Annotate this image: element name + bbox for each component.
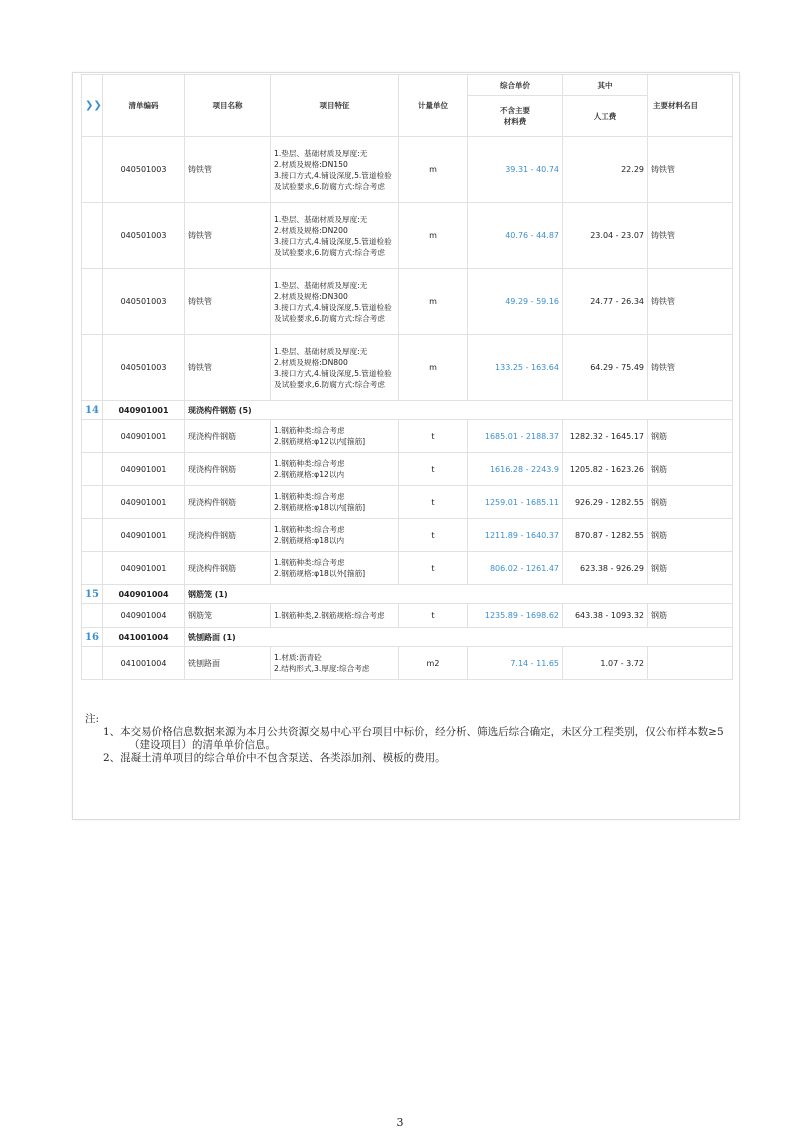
cell-name: 钢筋笼 bbox=[185, 604, 271, 628]
table-row bbox=[82, 604, 733, 628]
cell-feature: 1.垫层、基础材质及厚度:无 2.材质及规格:DN150 3.接口方式,4.铺设深度,5.管道检验及试验要求,6.防腐方式:综合考虑 bbox=[271, 137, 399, 203]
cell-price: 1259.01 - 1685.11 bbox=[468, 486, 563, 519]
cell-labor: 24.77 - 26.34 bbox=[563, 269, 648, 335]
cell-feature: 1.钢筋种类,2.钢筋规格:综合考虑 bbox=[271, 604, 399, 628]
group-title: 铣刨路面 (1) bbox=[185, 628, 733, 647]
cell-material: 铸铁管 bbox=[648, 335, 733, 401]
cell-name: 现浇构件钢筋 bbox=[185, 486, 271, 519]
cell-name: 铣刨路面 bbox=[185, 647, 271, 680]
row-spacer bbox=[82, 552, 103, 585]
cell-material: 钢筋 bbox=[648, 453, 733, 486]
group-row[interactable] bbox=[82, 585, 733, 604]
cell-name: 铸铁管 bbox=[185, 269, 271, 335]
table-row bbox=[82, 335, 733, 401]
cell-unit: m bbox=[399, 269, 468, 335]
cell-name: 现浇构件钢筋 bbox=[185, 552, 271, 585]
cell-price: 1685.01 - 2188.37 bbox=[468, 420, 563, 453]
cell-code: 040901001 bbox=[103, 453, 185, 486]
group-code: 040901001 bbox=[103, 401, 185, 420]
row-spacer bbox=[82, 269, 103, 335]
cell-price: 1616.28 - 2243.9 bbox=[468, 453, 563, 486]
cell-unit: t bbox=[399, 519, 468, 552]
cell-labor: 1282.32 - 1645.17 bbox=[563, 420, 648, 453]
cell-material: 铸铁管 bbox=[648, 137, 733, 203]
cell-labor: 643.38 - 1093.32 bbox=[563, 604, 648, 628]
cell-price: 806.02 - 1261.47 bbox=[468, 552, 563, 585]
cell-code: 041001004 bbox=[103, 647, 185, 680]
cell-code: 040901004 bbox=[103, 604, 185, 628]
cell-material: 钢筋 bbox=[648, 486, 733, 519]
cell-labor: 1205.82 - 1623.26 bbox=[563, 453, 648, 486]
cell-material: 钢筋 bbox=[648, 420, 733, 453]
cell-feature: 1.钢筋种类:综合考虑 2.钢筋规格:φ12以内 bbox=[271, 453, 399, 486]
header-name: 项目名称 bbox=[185, 75, 271, 137]
header-of-which: 其中 bbox=[563, 75, 648, 96]
table-row bbox=[82, 486, 733, 519]
row-spacer bbox=[82, 647, 103, 680]
cell-unit: t bbox=[399, 552, 468, 585]
cell-unit: t bbox=[399, 486, 468, 519]
cell-name: 现浇构件钢筋 bbox=[185, 420, 271, 453]
page-number: 3 bbox=[396, 1116, 404, 1129]
cell-code: 040901001 bbox=[103, 420, 185, 453]
cell-code: 040501003 bbox=[103, 137, 185, 203]
cell-material: 钢筋 bbox=[648, 519, 733, 552]
cell-code: 040901001 bbox=[103, 486, 185, 519]
document-frame bbox=[72, 72, 740, 820]
cell-labor: 64.29 - 75.49 bbox=[563, 335, 648, 401]
cell-name: 铸铁管 bbox=[185, 203, 271, 269]
note-2: 2、混凝土清单项目的综合单价中不包含泵送、各类添加剂、模板的费用。 bbox=[103, 752, 446, 764]
note-1: 1、本交易价格信息数据来源为本月公共资源交易中心平台项目中标价，经分析、筛选后综合确定，未区分工程类别，仅公布样本数≥5（建设项目）的清单单价信息。 bbox=[103, 726, 724, 751]
group-title: 钢筋笼 (1) bbox=[185, 585, 733, 604]
cell-price: 39.31 - 40.74 bbox=[468, 137, 563, 203]
cell-price: 1235.89 - 1698.62 bbox=[468, 604, 563, 628]
table-row bbox=[82, 519, 733, 552]
header-excl-material: 不含主要 材料费 bbox=[468, 96, 563, 137]
cell-unit: m bbox=[399, 137, 468, 203]
cell-material bbox=[648, 647, 733, 680]
row-spacer bbox=[82, 519, 103, 552]
cell-code: 040901001 bbox=[103, 519, 185, 552]
row-spacer bbox=[82, 420, 103, 453]
cell-code: 040501003 bbox=[103, 269, 185, 335]
cell-material: 钢筋 bbox=[648, 604, 733, 628]
table-row bbox=[82, 269, 733, 335]
cell-feature: 1.钢筋种类:综合考虑 2.钢筋规格:φ18以内 bbox=[271, 519, 399, 552]
cell-labor: 1.07 - 3.72 bbox=[563, 647, 648, 680]
notes-section bbox=[85, 713, 725, 765]
cell-price: 1211.89 - 1640.37 bbox=[468, 519, 563, 552]
header-main-material: 主要材料名目 bbox=[648, 75, 733, 137]
cell-feature: 1.钢筋种类:综合考虑 2.钢筋规格:φ18以内[箍筋] bbox=[271, 486, 399, 519]
cell-unit: t bbox=[399, 453, 468, 486]
header-composite-price: 综合单价 bbox=[468, 75, 563, 96]
group-row[interactable] bbox=[82, 628, 733, 647]
cell-unit: m bbox=[399, 335, 468, 401]
cell-name: 现浇构件钢筋 bbox=[185, 453, 271, 486]
cell-material: 铸铁管 bbox=[648, 269, 733, 335]
cell-price: 49.29 - 59.16 bbox=[468, 269, 563, 335]
cell-labor: 926.29 - 1282.55 bbox=[563, 486, 648, 519]
cell-feature: 1.钢筋种类:综合考虑 2.钢筋规格:φ12以内[箍筋] bbox=[271, 420, 399, 453]
header-code: 清单编码 bbox=[103, 75, 185, 137]
price-table bbox=[81, 74, 733, 680]
cell-feature: 1.钢筋种类:综合考虑 2.钢筋规格:φ18以外[箍筋] bbox=[271, 552, 399, 585]
header-feature: 项目特征 bbox=[271, 75, 399, 137]
cell-feature: 1.垫层、基础材质及厚度:无 2.材质及规格:DN200 3.接口方式,4.铺设深度,5.管道检验及试验要求,6.防腐方式:综合考虑 bbox=[271, 203, 399, 269]
cell-unit: t bbox=[399, 604, 468, 628]
cell-code: 040501003 bbox=[103, 203, 185, 269]
row-spacer bbox=[82, 137, 103, 203]
cell-labor: 870.87 - 1282.55 bbox=[563, 519, 648, 552]
group-code: 041001004 bbox=[103, 628, 185, 647]
table-row bbox=[82, 453, 733, 486]
cell-name: 现浇构件钢筋 bbox=[185, 519, 271, 552]
cell-feature: 1.垫层、基础材质及厚度:无 2.材质及规格:DN800 3.接口方式,4.铺设深度,5.管道检验及试验要求,6.防腐方式:综合考虑 bbox=[271, 335, 399, 401]
header-unit: 计量单位 bbox=[399, 75, 468, 137]
cell-price: 40.76 - 44.87 bbox=[468, 203, 563, 269]
row-spacer bbox=[82, 335, 103, 401]
row-spacer bbox=[82, 486, 103, 519]
table-row bbox=[82, 552, 733, 585]
row-spacer bbox=[82, 453, 103, 486]
cell-feature: 1.材质:沥青砼 2.结构形式,3.厚度:综合考虑 bbox=[271, 647, 399, 680]
group-row[interactable] bbox=[82, 401, 733, 420]
cell-material: 钢筋 bbox=[648, 552, 733, 585]
cell-price: 133.25 - 163.64 bbox=[468, 335, 563, 401]
table-row bbox=[82, 203, 733, 269]
header-labor: 人工费 bbox=[563, 96, 648, 137]
cell-code: 040501003 bbox=[103, 335, 185, 401]
cell-labor: 22.29 bbox=[563, 137, 648, 203]
table-row bbox=[82, 137, 733, 203]
row-spacer bbox=[82, 203, 103, 269]
cell-code: 040901001 bbox=[103, 552, 185, 585]
notes-label: 注: bbox=[85, 713, 100, 725]
group-number: 15 bbox=[82, 585, 103, 604]
cell-material: 铸铁管 bbox=[648, 203, 733, 269]
cell-unit: m bbox=[399, 203, 468, 269]
cell-unit: t bbox=[399, 420, 468, 453]
table-row bbox=[82, 647, 733, 680]
cell-price: 7.14 - 11.65 bbox=[468, 647, 563, 680]
cell-unit: m2 bbox=[399, 647, 468, 680]
collapse-toggle-icon[interactable]: ❯❯ bbox=[82, 75, 103, 137]
group-number: 16 bbox=[82, 628, 103, 647]
group-title: 现浇构件钢筋 (5) bbox=[185, 401, 733, 420]
table-row bbox=[82, 420, 733, 453]
group-code: 040901004 bbox=[103, 585, 185, 604]
cell-labor: 23.04 - 23.07 bbox=[563, 203, 648, 269]
cell-name: 铸铁管 bbox=[185, 137, 271, 203]
group-number: 14 bbox=[82, 401, 103, 420]
cell-feature: 1.垫层、基础材质及厚度:无 2.材质及规格:DN300 3.接口方式,4.铺设深度,5.管道检验及试验要求,6.防腐方式:综合考虑 bbox=[271, 269, 399, 335]
cell-labor: 623.38 - 926.29 bbox=[563, 552, 648, 585]
row-spacer bbox=[82, 604, 103, 628]
cell-name: 铸铁管 bbox=[185, 335, 271, 401]
